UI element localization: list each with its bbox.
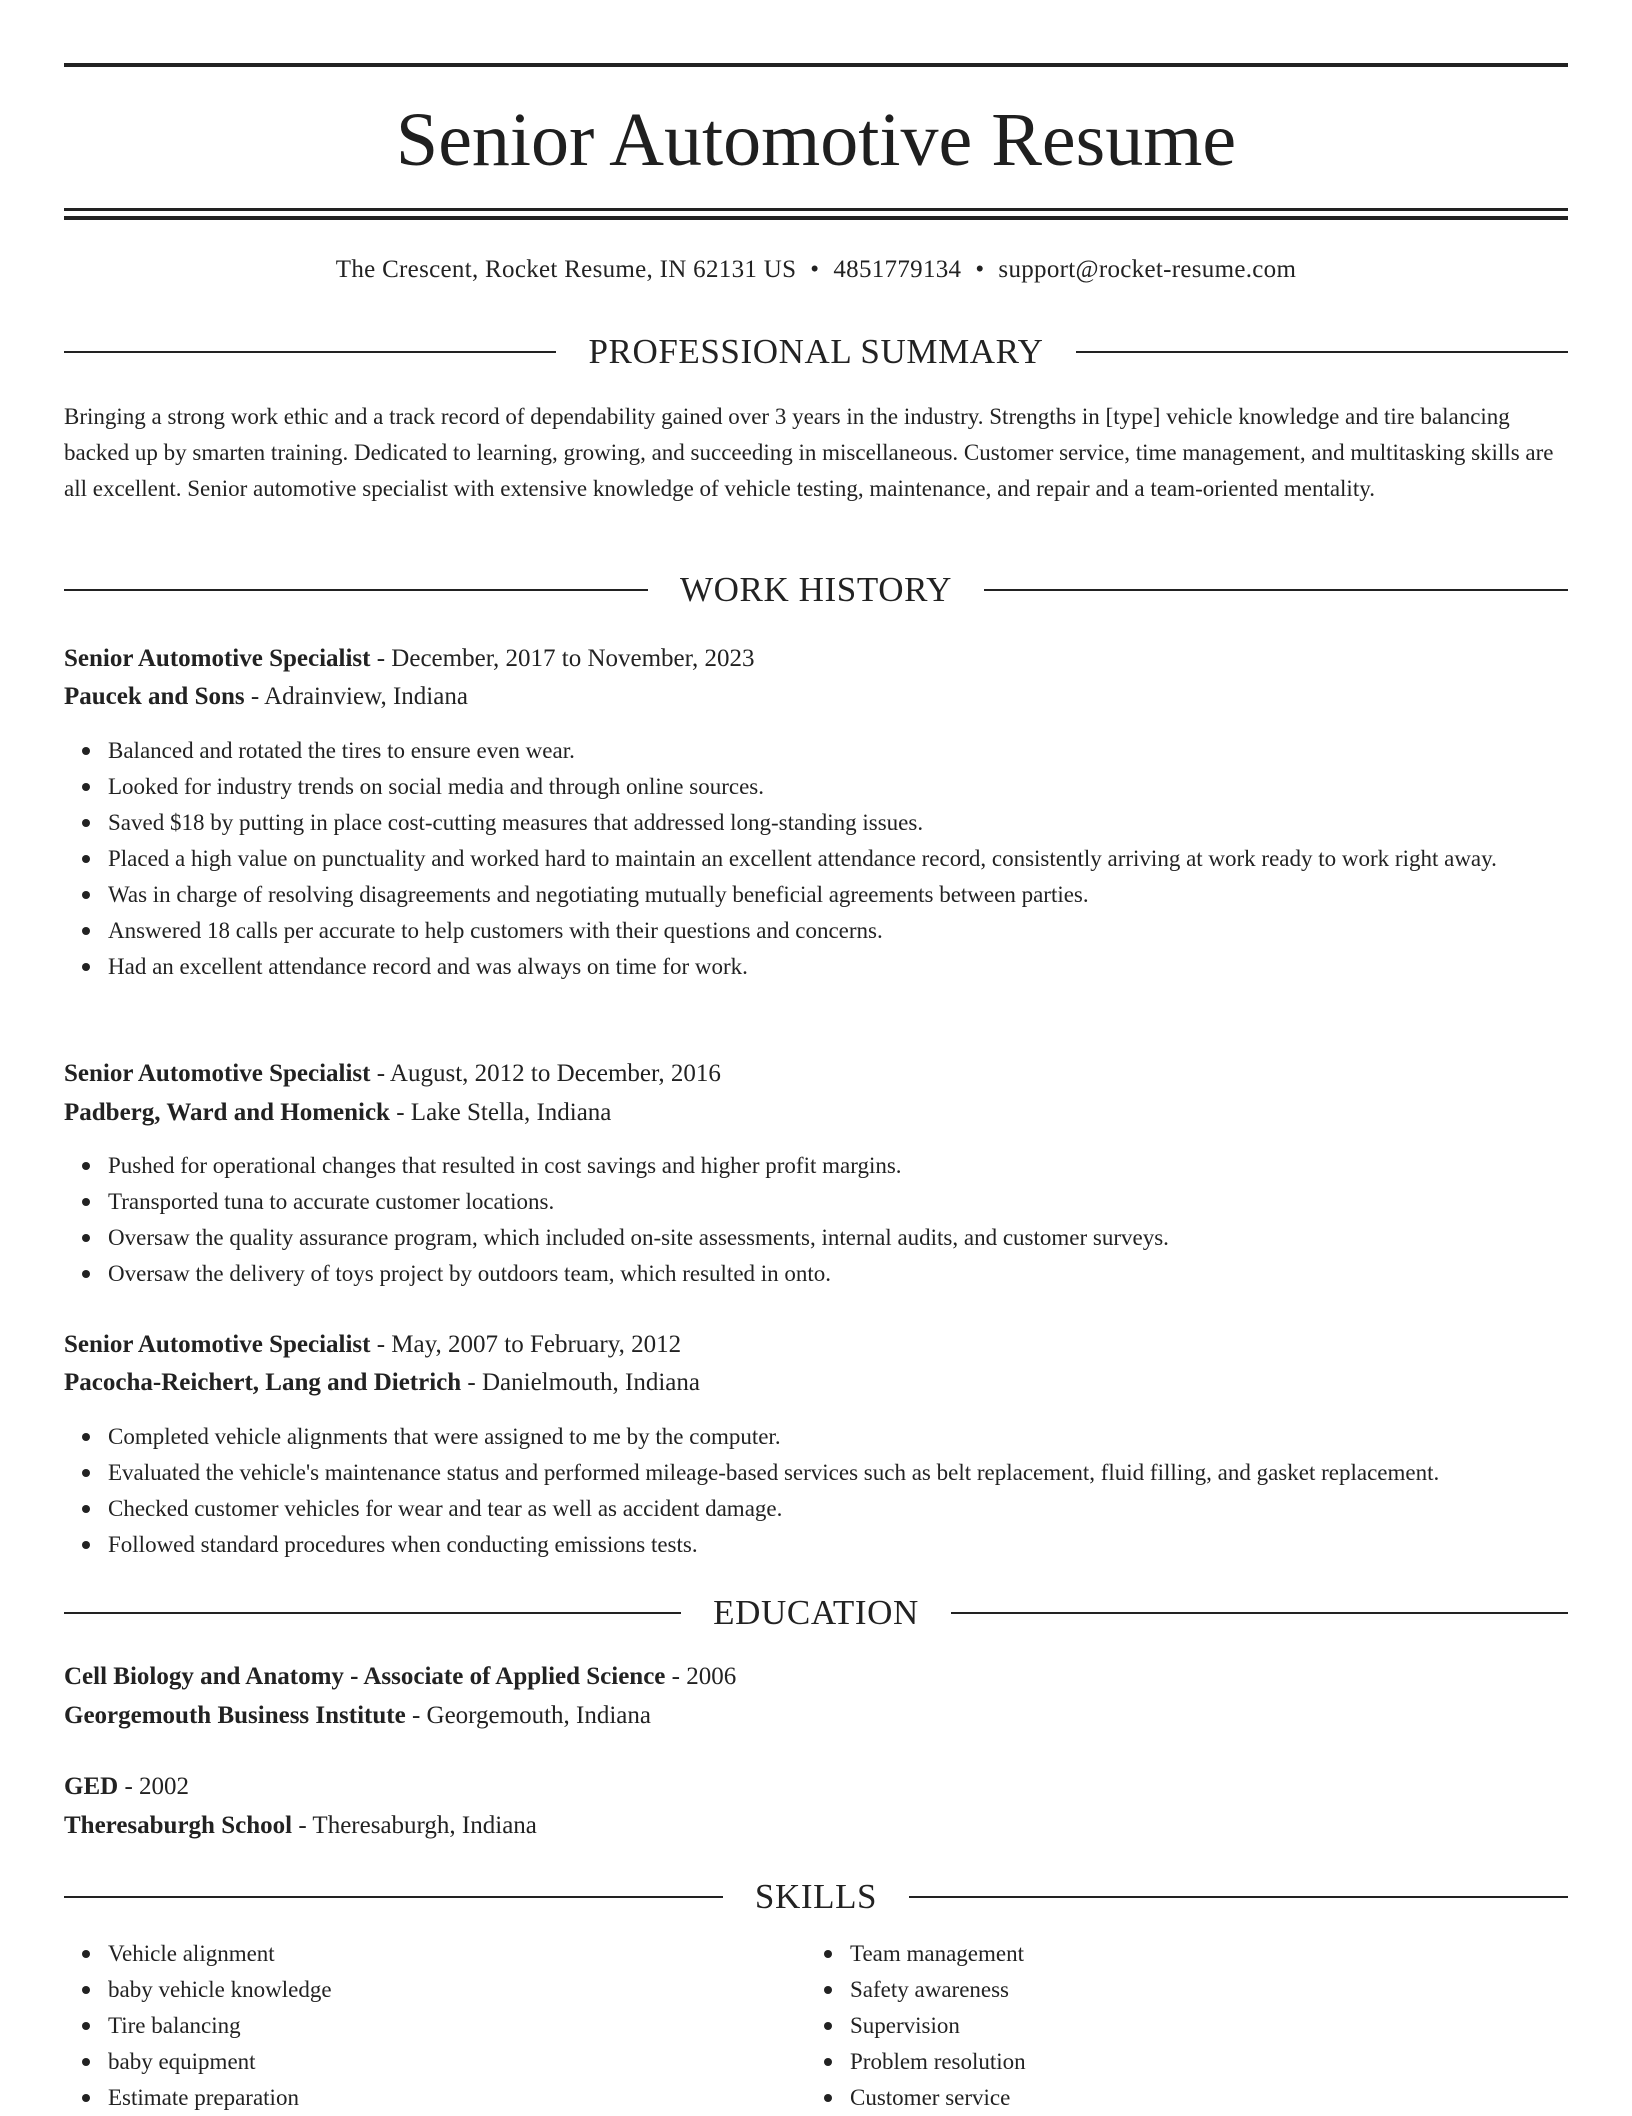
section-title: EDUCATION xyxy=(713,1593,919,1632)
contact-separator: • xyxy=(975,256,985,283)
contact-address: The Crescent, Rocket Resume, IN 62131 US xyxy=(335,256,797,283)
section-title: WORK HISTORY xyxy=(680,570,952,609)
job-title-line xyxy=(64,1055,1568,1093)
list-item: Looked for industry trends on social media and through online sources. xyxy=(108,769,1568,805)
list-item: Completed vehicle alignments that were assigned to me by the computer. xyxy=(108,1419,1568,1455)
job-bullets xyxy=(64,733,1568,985)
education-degree: GED xyxy=(64,1773,119,1800)
contact-email: support@rocket-resume.com xyxy=(998,256,1297,283)
list-item: Evaluated the vehicle's maintenance status and performed mileage-based services such as belt replacement, fluid filling, and gasket replacement. xyxy=(108,1455,1568,1491)
title-double-rule xyxy=(64,208,1568,220)
contact-phone: 4851779134 xyxy=(833,256,962,283)
list-item: Pushed for operational changes that resulted in cost savings and higher profit margins. xyxy=(108,1148,1568,1184)
job-dates: - December, 2017 to November, 2023 xyxy=(370,645,755,672)
skill-item: Customer service xyxy=(850,2080,1546,2116)
heading-rule xyxy=(64,351,556,353)
job-company: Padberg, Ward and Homenick xyxy=(64,1099,390,1126)
heading-rule xyxy=(951,1612,1568,1614)
list-item: Checked customer vehicles for wear and tear as well as accident damage. xyxy=(108,1491,1568,1527)
skills-list-left xyxy=(64,1936,804,2116)
section-heading-work xyxy=(64,568,1568,612)
job-company: Pacocha-Reichert, Lang and Dietrich xyxy=(64,1369,462,1396)
education-location: - Georgemouth, Indiana xyxy=(405,1702,651,1729)
heading-rule xyxy=(909,1896,1568,1898)
job-location: - Danielmouth, Indiana xyxy=(461,1369,700,1396)
skill-item: baby vehicle knowledge xyxy=(108,1972,804,2008)
education-degree-line xyxy=(64,1768,1568,1806)
job-title: Senior Automotive Specialist xyxy=(64,1060,371,1087)
education-school: Theresaburgh School xyxy=(64,1812,293,1839)
job-title: Senior Automotive Specialist xyxy=(64,645,371,672)
list-item: Transported tuna to accurate customer locations. xyxy=(108,1184,1568,1220)
skill-item: Vehicle alignment xyxy=(108,1936,804,1972)
education-year: - 2002 xyxy=(118,1773,190,1800)
list-item: Answered 18 calls per accurate to help customers with their questions and concerns. xyxy=(108,913,1568,949)
list-item: Oversaw the delivery of toys project by outdoors team, which resulted in onto. xyxy=(108,1256,1568,1292)
top-rule xyxy=(64,63,1568,67)
job-company-line xyxy=(64,1094,1568,1132)
education-degree-line xyxy=(64,1658,1568,1696)
skills-list-right xyxy=(806,1936,1546,2116)
education-school-line xyxy=(64,1697,1568,1735)
resume-title: Senior Automotive Resume xyxy=(395,98,1237,182)
education-year: - 2006 xyxy=(665,1663,737,1690)
education-location: - Theresaburgh, Indiana xyxy=(292,1812,537,1839)
skill-item: Supervision xyxy=(850,2008,1546,2044)
list-item: Followed standard procedures when conducting emissions tests. xyxy=(108,1527,1568,1563)
contact-separator: • xyxy=(810,256,820,283)
skill-item: Estimate preparation xyxy=(108,2080,804,2116)
job-company-line xyxy=(64,1364,1568,1402)
skill-item: Tire balancing xyxy=(108,2008,804,2044)
job-company-line xyxy=(64,678,1568,716)
education-degree: Cell Biology and Anatomy - Associate of Applied Science xyxy=(64,1663,666,1690)
section-title: SKILLS xyxy=(754,1877,878,1916)
heading-rule xyxy=(984,589,1568,591)
list-item: Oversaw the quality assurance program, which included on-site assessments, internal audits, and customer surveys. xyxy=(108,1220,1568,1256)
job-title-line xyxy=(64,640,1568,678)
education-school-line xyxy=(64,1807,1568,1845)
section-heading-skills xyxy=(64,1875,1568,1919)
skill-item: Team management xyxy=(850,1936,1546,1972)
list-item: Placed a high value on punctuality and worked hard to maintain an excellent attendance record, consistently arriving at work ready to work right away. xyxy=(108,841,1568,877)
list-item: Was in charge of resolving disagreements and negotiating mutually beneficial agreements between parties. xyxy=(108,877,1568,913)
list-item: Saved $18 by putting in place cost-cutting measures that addressed long-standing issues. xyxy=(108,805,1568,841)
heading-rule xyxy=(64,1612,681,1614)
job-dates: - August, 2012 to December, 2016 xyxy=(370,1060,721,1087)
heading-rule xyxy=(1076,351,1568,353)
job-bullets xyxy=(64,1419,1568,1563)
job-title-line xyxy=(64,1326,1568,1364)
skill-item: Safety awareness xyxy=(850,1972,1546,2008)
list-item: Balanced and rotated the tires to ensure even wear. xyxy=(108,733,1568,769)
job-location: - Lake Stella, Indiana xyxy=(389,1099,612,1126)
section-heading-education xyxy=(64,1591,1568,1635)
education-school: Georgemouth Business Institute xyxy=(64,1702,406,1729)
list-item: Had an excellent attendance record and was always on time for work. xyxy=(108,949,1568,985)
job-company: Paucek and Sons xyxy=(64,683,245,710)
skill-item: baby equipment xyxy=(108,2044,804,2080)
section-heading-summary xyxy=(64,330,1568,374)
skill-item: Problem resolution xyxy=(850,2044,1546,2080)
contact-line xyxy=(64,252,1568,288)
section-title: PROFESSIONAL SUMMARY xyxy=(588,332,1044,371)
heading-rule xyxy=(64,1896,723,1898)
job-bullets xyxy=(64,1148,1568,1292)
heading-rule xyxy=(64,589,648,591)
job-dates: - May, 2007 to February, 2012 xyxy=(370,1331,682,1358)
job-title: Senior Automotive Specialist xyxy=(64,1331,371,1358)
summary-text: Bringing a strong work ethic and a track record of dependability gained over 3 years in the industry. Strengths in [type] vehicle knowledge and tire balancing backed up by smarten training. Dedicated to learning, growing, and succeeding in miscellaneous. Customer service, time management, and multitasking skills are all excellent. Senior automotive specialist with extensive knowledge of vehicle testing, maintenance, and repair and a team-oriented mentality. xyxy=(64,404,1554,501)
job-location: - Adrainview, Indiana xyxy=(244,683,468,710)
